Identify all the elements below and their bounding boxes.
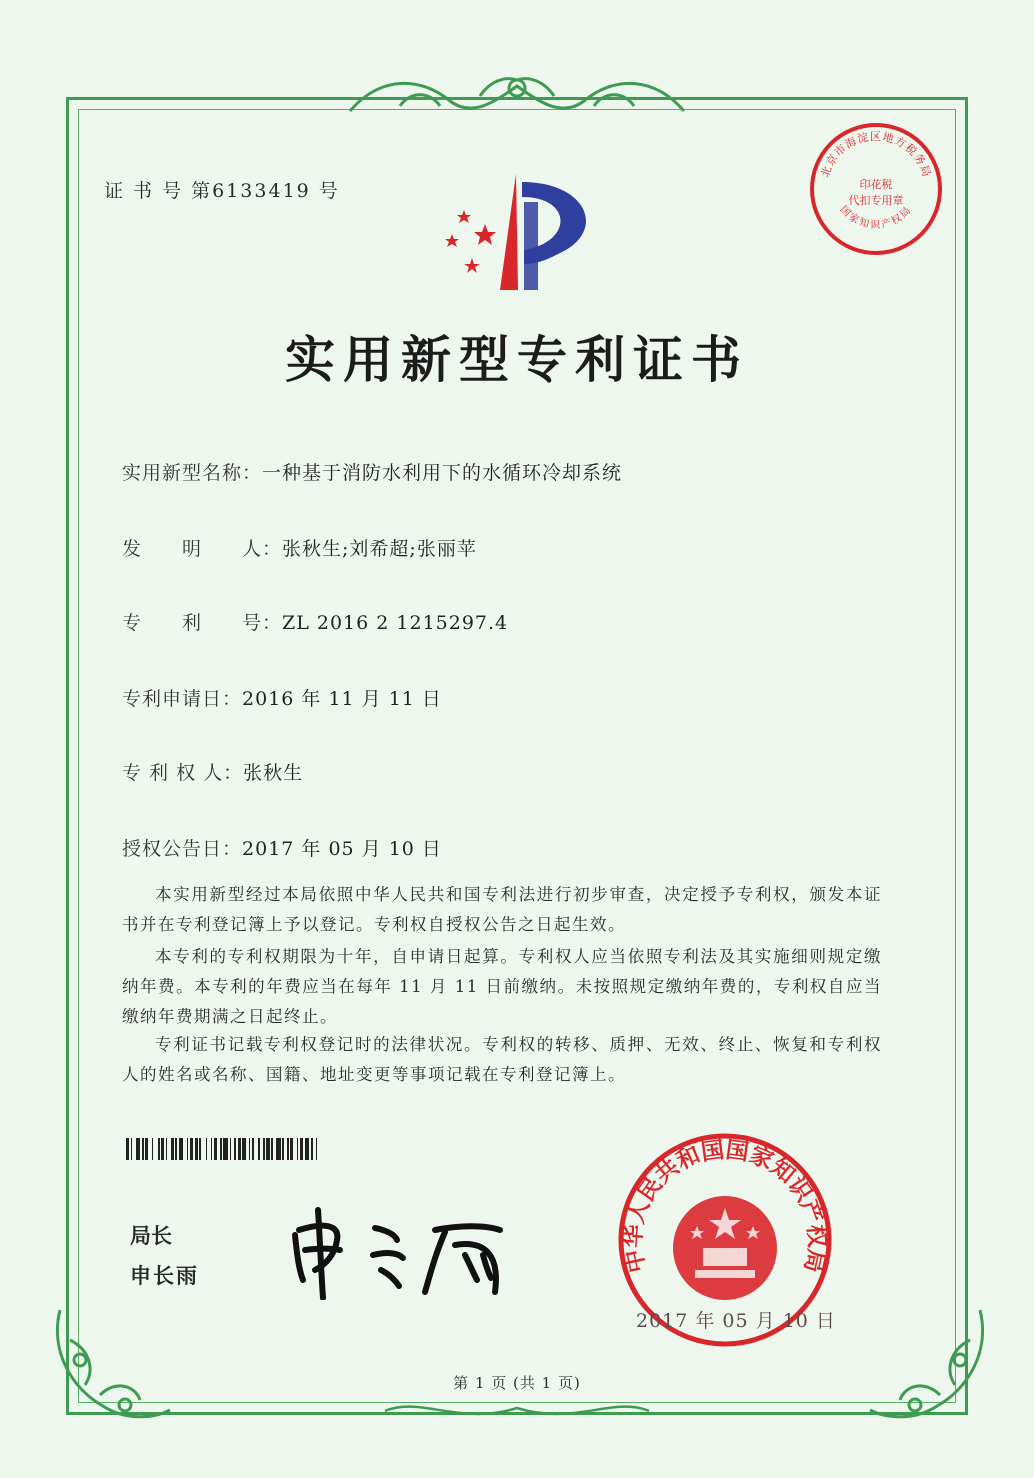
field-application-date	[122, 684, 442, 711]
director-signature-icon	[285, 1200, 525, 1300]
field-label: 专利申请日：	[122, 688, 243, 710]
bottom-left-ornament-icon	[40, 1300, 180, 1440]
tax-seal-inner-line2: 代扣专用章	[848, 194, 904, 207]
official-seal-text: 中华人民共和国国家知识产权局	[619, 1136, 831, 1276]
paragraph-legal-status: 专利证书记载专利权登记时的法律状况。专利权的转移、质押、无效、终止、恢复和专利权人的姓名或名称、国籍、地址变更等事项记载在专利登记簿上。	[122, 1035, 882, 1084]
paragraph-term-statement: 本专利的专利权期限为十年，自申请日起算。专利权人应当依照专利法及其实施细则规定缴纳年费。本专利的年费应当在每年 11 月 11 日前缴纳。未按照规定缴纳年费的，专利权自应当缴纳年费期满之日起终止。	[122, 947, 882, 1026]
director-title: 局长	[130, 1224, 172, 1248]
field-grant-date	[122, 834, 442, 861]
tax-seal-outer-text: 北京市海淀区地方税务局	[818, 130, 934, 180]
tax-seal-bottom-text: 国家知识产权局	[837, 204, 915, 232]
director-name: 申长雨	[130, 1264, 199, 1288]
seal-date: 2017 年 05 月 10 日	[636, 1310, 836, 1332]
field-label: 实用新型名称：	[122, 462, 263, 484]
field-inventors	[122, 534, 477, 561]
field-utility-model-name	[122, 458, 622, 485]
field-label: 专 利 号：	[122, 612, 283, 634]
field-value: 张秋生;刘希超;张丽苹	[282, 538, 477, 560]
field-value: 一种基于消防水利用下的水循环冷却系统	[262, 462, 623, 484]
certificate-title: 实用新型专利证书	[285, 330, 749, 389]
field-label: 专 利 权 人：	[122, 762, 244, 784]
field-patentee	[122, 758, 303, 785]
field-value: 张秋生	[243, 762, 304, 784]
barcode	[126, 1138, 396, 1160]
field-patent-number	[122, 608, 508, 635]
field-label: 发 明 人：	[122, 538, 283, 560]
field-value: 2017 年 05 月 10 日	[242, 838, 442, 860]
bottom-center-ornament-icon	[380, 1396, 654, 1426]
tax-seal-inner-line1: 印花税	[859, 178, 893, 191]
field-value: 2016 年 11 月 11 日	[242, 688, 442, 710]
certificate-number-suffix: 号	[310, 180, 340, 202]
field-value: ZL 2016 2 1215297.4	[282, 612, 509, 634]
bottom-right-ornament-icon	[860, 1300, 1000, 1440]
tax-stamp-seal-icon	[807, 120, 945, 258]
top-ornament-icon	[340, 66, 694, 126]
certificate-number-value: 6133419	[212, 180, 311, 202]
certificate-number	[104, 176, 340, 203]
page-number-footer: 第 1 页 (共 1 页)	[453, 1374, 581, 1392]
svg-text:国家知识产权局	[837, 203, 914, 231]
barcode-bar	[317, 1138, 320, 1160]
paragraph-grant-statement: 本实用新型经过本局依照中华人民共和国专利法进行初步审查，决定授予专利权，颁发本证书并在专利登记簿上予以登记。专利权自授权公告之日起生效。	[122, 885, 882, 934]
patent-office-emblem-icon	[438, 172, 608, 298]
certificate-number-label: 证 书 号 第	[104, 180, 213, 202]
field-label: 授权公告日：	[122, 838, 243, 860]
